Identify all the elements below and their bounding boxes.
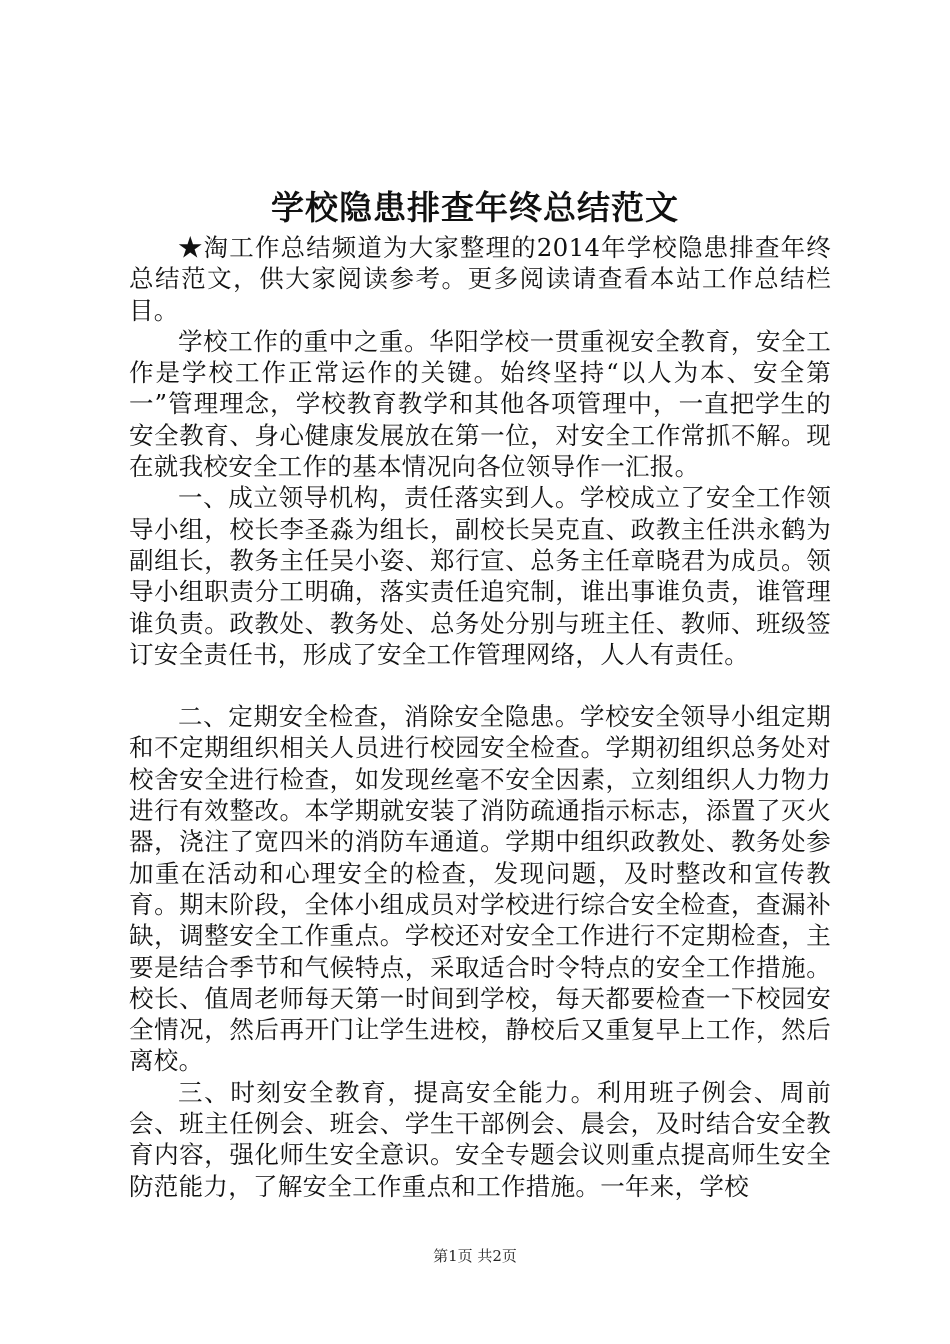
page-number-footer: 第1页 共2页 xyxy=(433,1247,517,1265)
overview-paragraph: 学校工作的重中之重。华阳学校一贯重视安全教育，安全工作是学校工作正常运作的关键。始终坚持“以人为本、安全第一”管理理念，学校教育教学和其他各项管理中，一直把学生的安全教育、身心健康发展放在第一位，对安全工作常抓不解。现在就我校安全工作的基本情况向各位领导作一汇报。 xyxy=(129,326,831,482)
section-one-paragraph: 一、成立领导机构，责任落实到人。学校成立了安全工作领导小组，校长李圣淼为组长，副校长吴克直、政教主任洪永鹤为副组长，教务主任吴小姿、郑行宣、总务主任章晓君为成员。领导小组职责分工明确，落实责任追究制，谁出事谁负责，谁管理谁负责。政教处、教务处、总务处分别与班主任、教师、班级签订安全责任书，形成了安全工作管理网络，人人有责任。 xyxy=(129,483,831,669)
section-two-paragraph: 二、定期安全检查，消除安全隐患。学校安全领导小组定期和不定期组织相关人员进行校园安全检查。学期初组织总务处对校舍安全进行检查，如发现丝毫不安全因素，立刻组织人力物力进行有效整改。本学期就安装了消防疏通指示标志，添置了灭火器，浇注了宽四米的消防车通道。学期中组织政教处、教务处参加重在活动和心理安全的检查，发现问题，及时整改和宣传教育。期末阶段，全体小组成员对学校进行综合安全检查，查漏补缺，调整安全工作重点。学校还对安全工作进行不定期检查，主要是结合季节和气候特点，采取适合时令特点的安全工作措施。校长、值周老师每天第一时间到学校，每天都要检查一下校园安全情况，然后再开门让学生进校，静校后又重复早上工作，然后离校。 xyxy=(129,702,831,1076)
document-title: 学校隐患排查年终总结范文 xyxy=(271,188,679,227)
document-body xyxy=(129,232,831,1202)
section-three-paragraph: 三、时刻安全教育，提高安全能力。利用班子例会、周前会、班主任例会、班会、学生干部例会、晨会，及时结合安全教育内容，强化师生安全意识。安全专题会议则重点提高师生安全防范能力，了解安全工作重点和工作措施。一年来，学校 xyxy=(129,1077,831,1201)
intro-paragraph: ★淘工作总结频道为大家整理的2014年学校隐患排查年终总结范文，供大家阅读参考。更多阅读请查看本站工作总结栏目。 xyxy=(129,233,831,325)
